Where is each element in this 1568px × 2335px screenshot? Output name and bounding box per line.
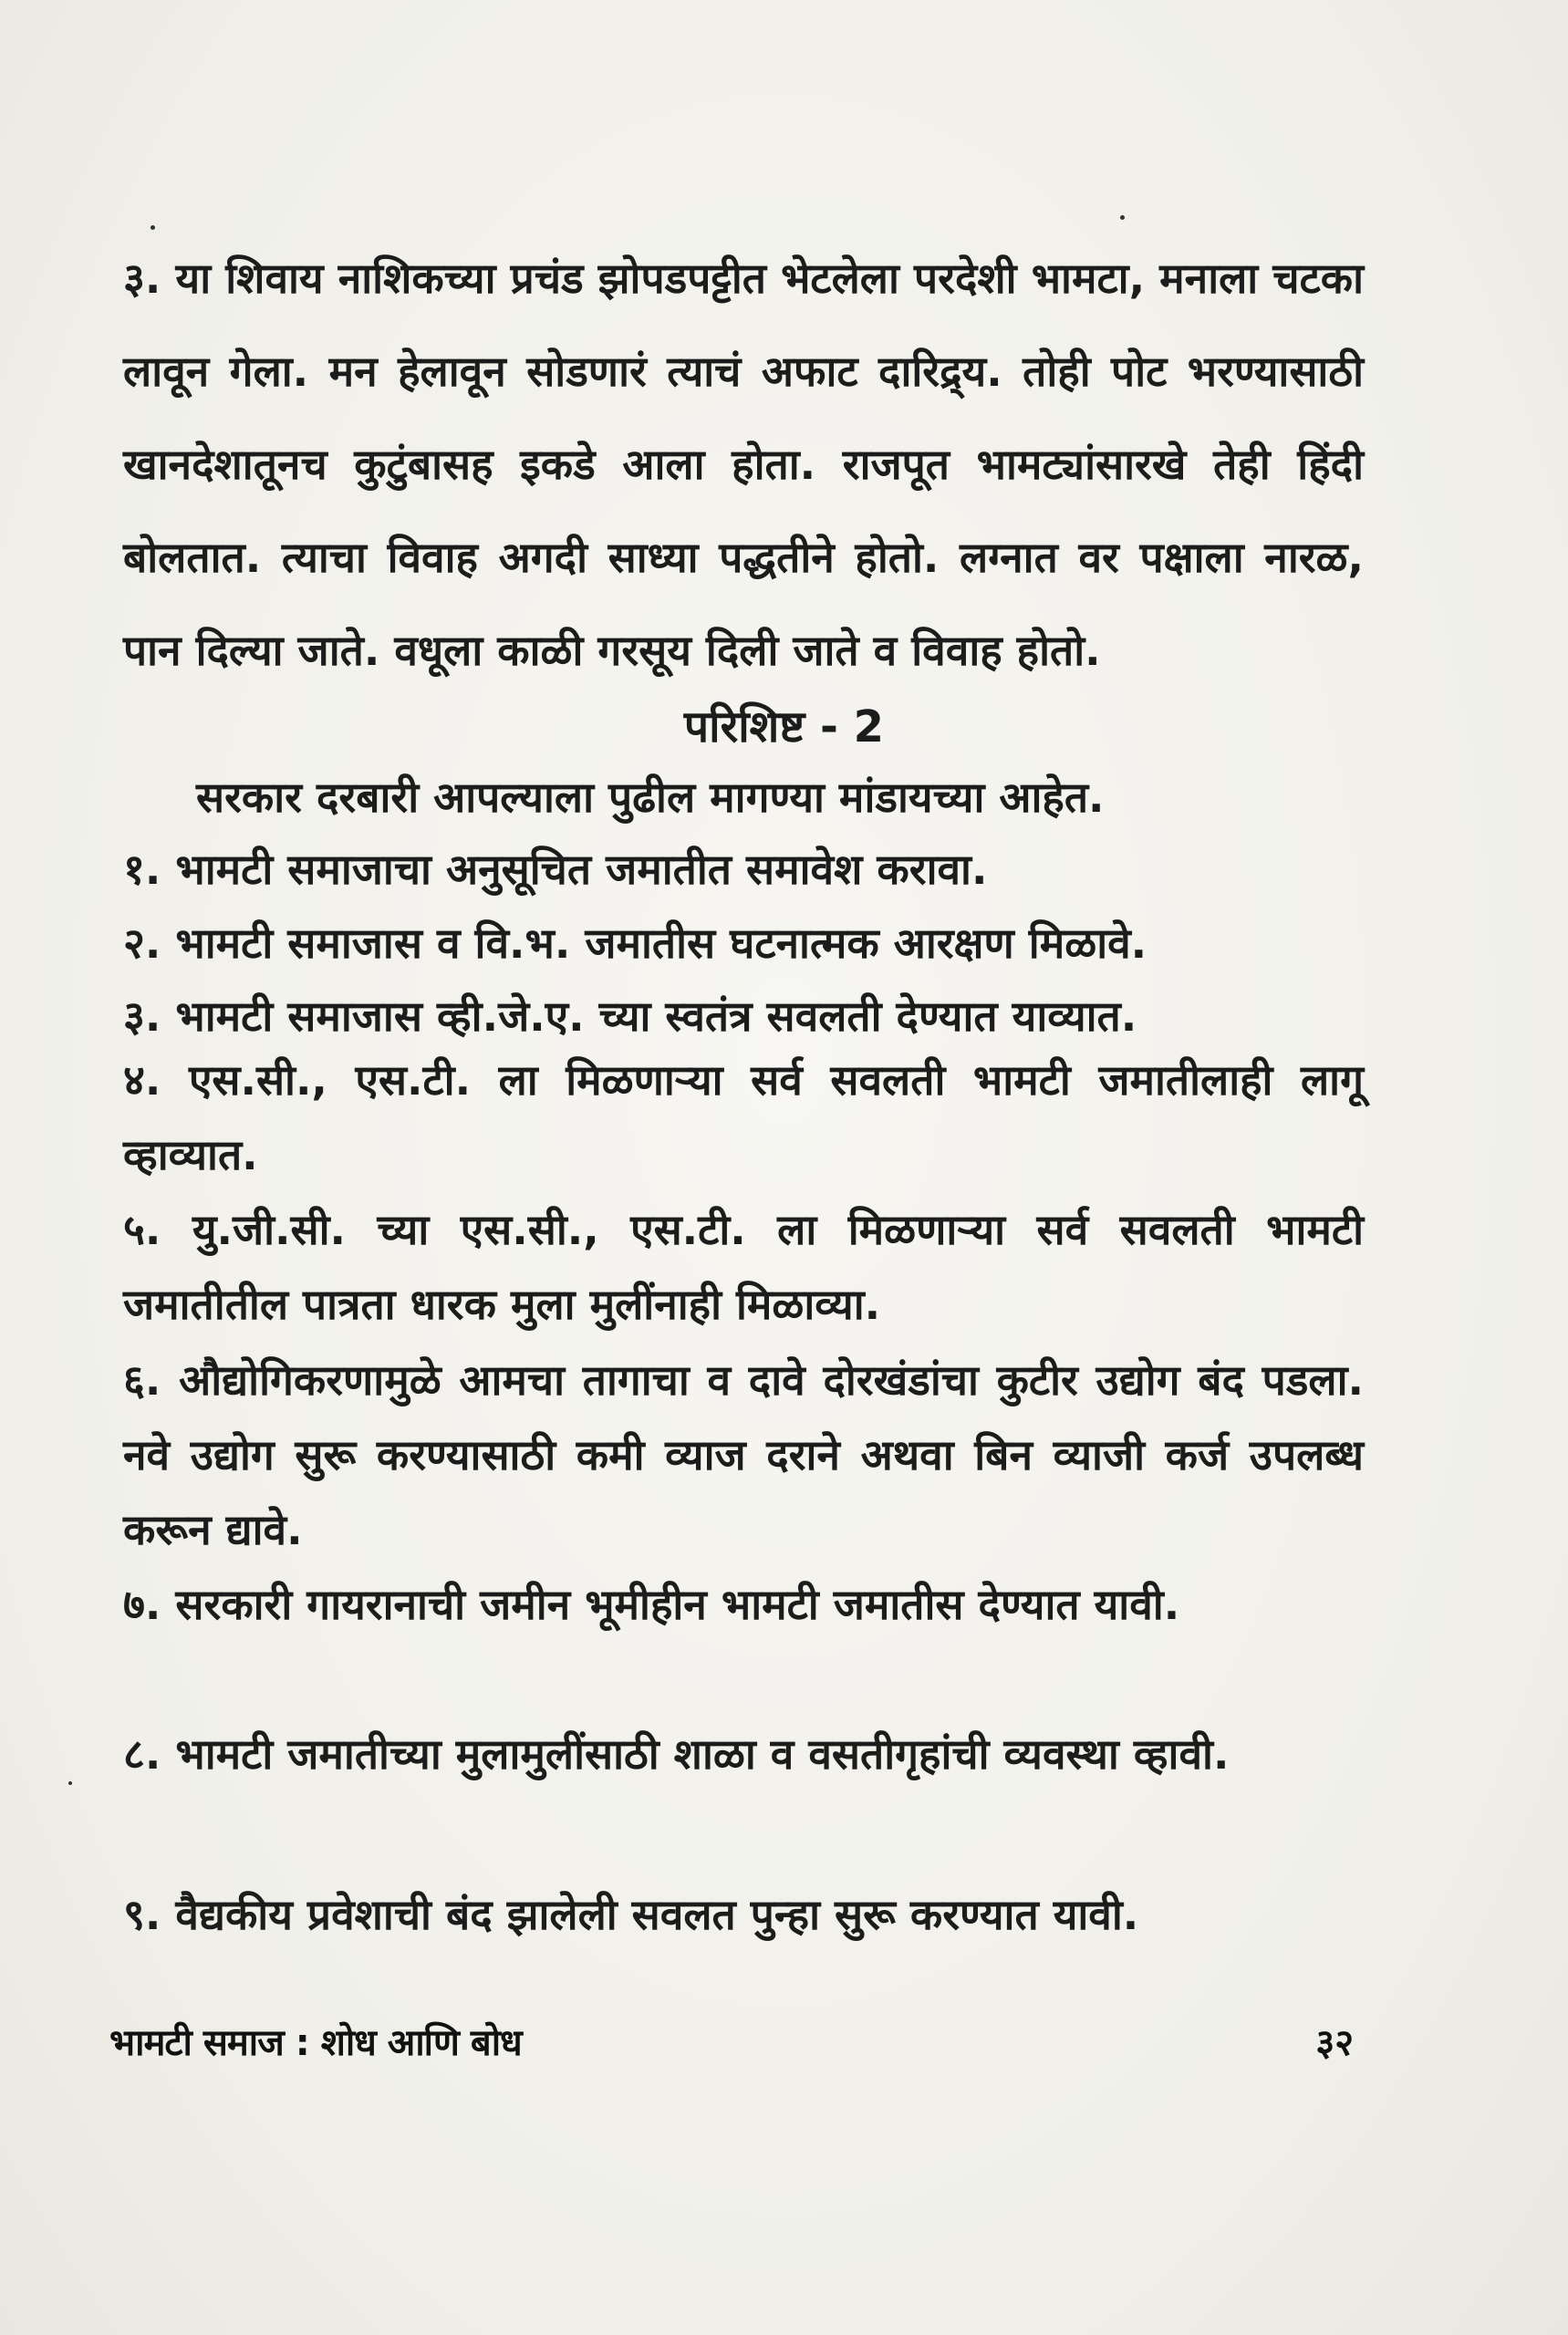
demand-item-8: ८. भामटी जमातीच्या मुलामुलींसाठी शाळा व वसतीगृहांची व्यवस्था व्हावी. bbox=[123, 1729, 1230, 1779]
demand-item-2: २. भामटी समाजास व वि.भ. जमातीस घटनात्मक आरक्षण मिळावे. bbox=[123, 918, 1147, 968]
paragraph-3: ३. या शिवाय नाशिकच्या प्रचंड झोपडपट्टीत भेटलेला परदेशी भामटा, मनाला चटका लावून गेला. मन हेलावून सोडणारं त्याचं अफाट दारिद्र्य. तोही पोट भरण्यासाठी खानदेशातूनच कुटुंबासह इकडे आला होता. राजपूत भामट्यांसारखे तेही हिंदी बोलतात. त्याचा विवाह अगदी साध्या पद्धतीने होतो. लग्नात वर पक्षाला नारळ, पान दिल्या जाते. वधूला काळी गरसूय दिली जाते व विवाह होतो. bbox=[123, 254, 1364, 675]
print-speck bbox=[1120, 215, 1125, 220]
print-speck bbox=[151, 225, 155, 230]
page-number: ३२ bbox=[1315, 2022, 1354, 2064]
print-speck bbox=[68, 1781, 72, 1785]
demands-intro: सरकार दरबारी आपल्याला पुढील मागण्या मांडायच्या आहेत. bbox=[196, 773, 1105, 822]
demand-item-6: ६. औद्योगिकरणामुळे आमचा तागाचा व दावे दोरखंडांचा कुटीर उद्योग बंद पडला. नवे उद्योग सुरू करण्यासाठी कमी व्याज दराने अथवा बिन व्याजी कर्ज उपलब्ध करून द्यावे. bbox=[123, 1355, 1364, 1554]
demand-item-3: ३. भामटी समाजास व्ही.जे.ए. च्या स्वतंत्र सवलती देण्यात याव्यात. bbox=[123, 991, 1137, 1041]
demand-item-7: ७. सरकारी गायरानाची जमीन भूमीहीन भामटी जमातीस देण्यात यावी. bbox=[123, 1580, 1180, 1629]
appendix-heading: परिशिष्ट - 2 bbox=[683, 701, 885, 752]
demand-item-5: ५. यु.जी.सी. च्या एस.सी., एस.टी. ला मिळणाऱ्या सर्व सवलती भामटी जमातीतील पात्रता धारक मुला मुलींनाही मिळाव्या. bbox=[123, 1205, 1364, 1329]
running-footer-title: भामटी समाज : शोध आणि बोध bbox=[109, 2022, 522, 2064]
demand-item-1: १. भामटी समाजाचा अनुसूचित जमातीत समावेश करावा. bbox=[123, 845, 988, 894]
demand-item-9: ९. वैद्यकीय प्रवेशाची बंद झालेली सवलत पुन्हा सुरू करण्यात यावी. bbox=[123, 1890, 1139, 1939]
demand-item-4: ४. एस.सी., एस.टी. ला मिळणाऱ्या सर्व सवलती भामटी जमातीलाही लागू व्हाव्यात. bbox=[123, 1055, 1364, 1179]
